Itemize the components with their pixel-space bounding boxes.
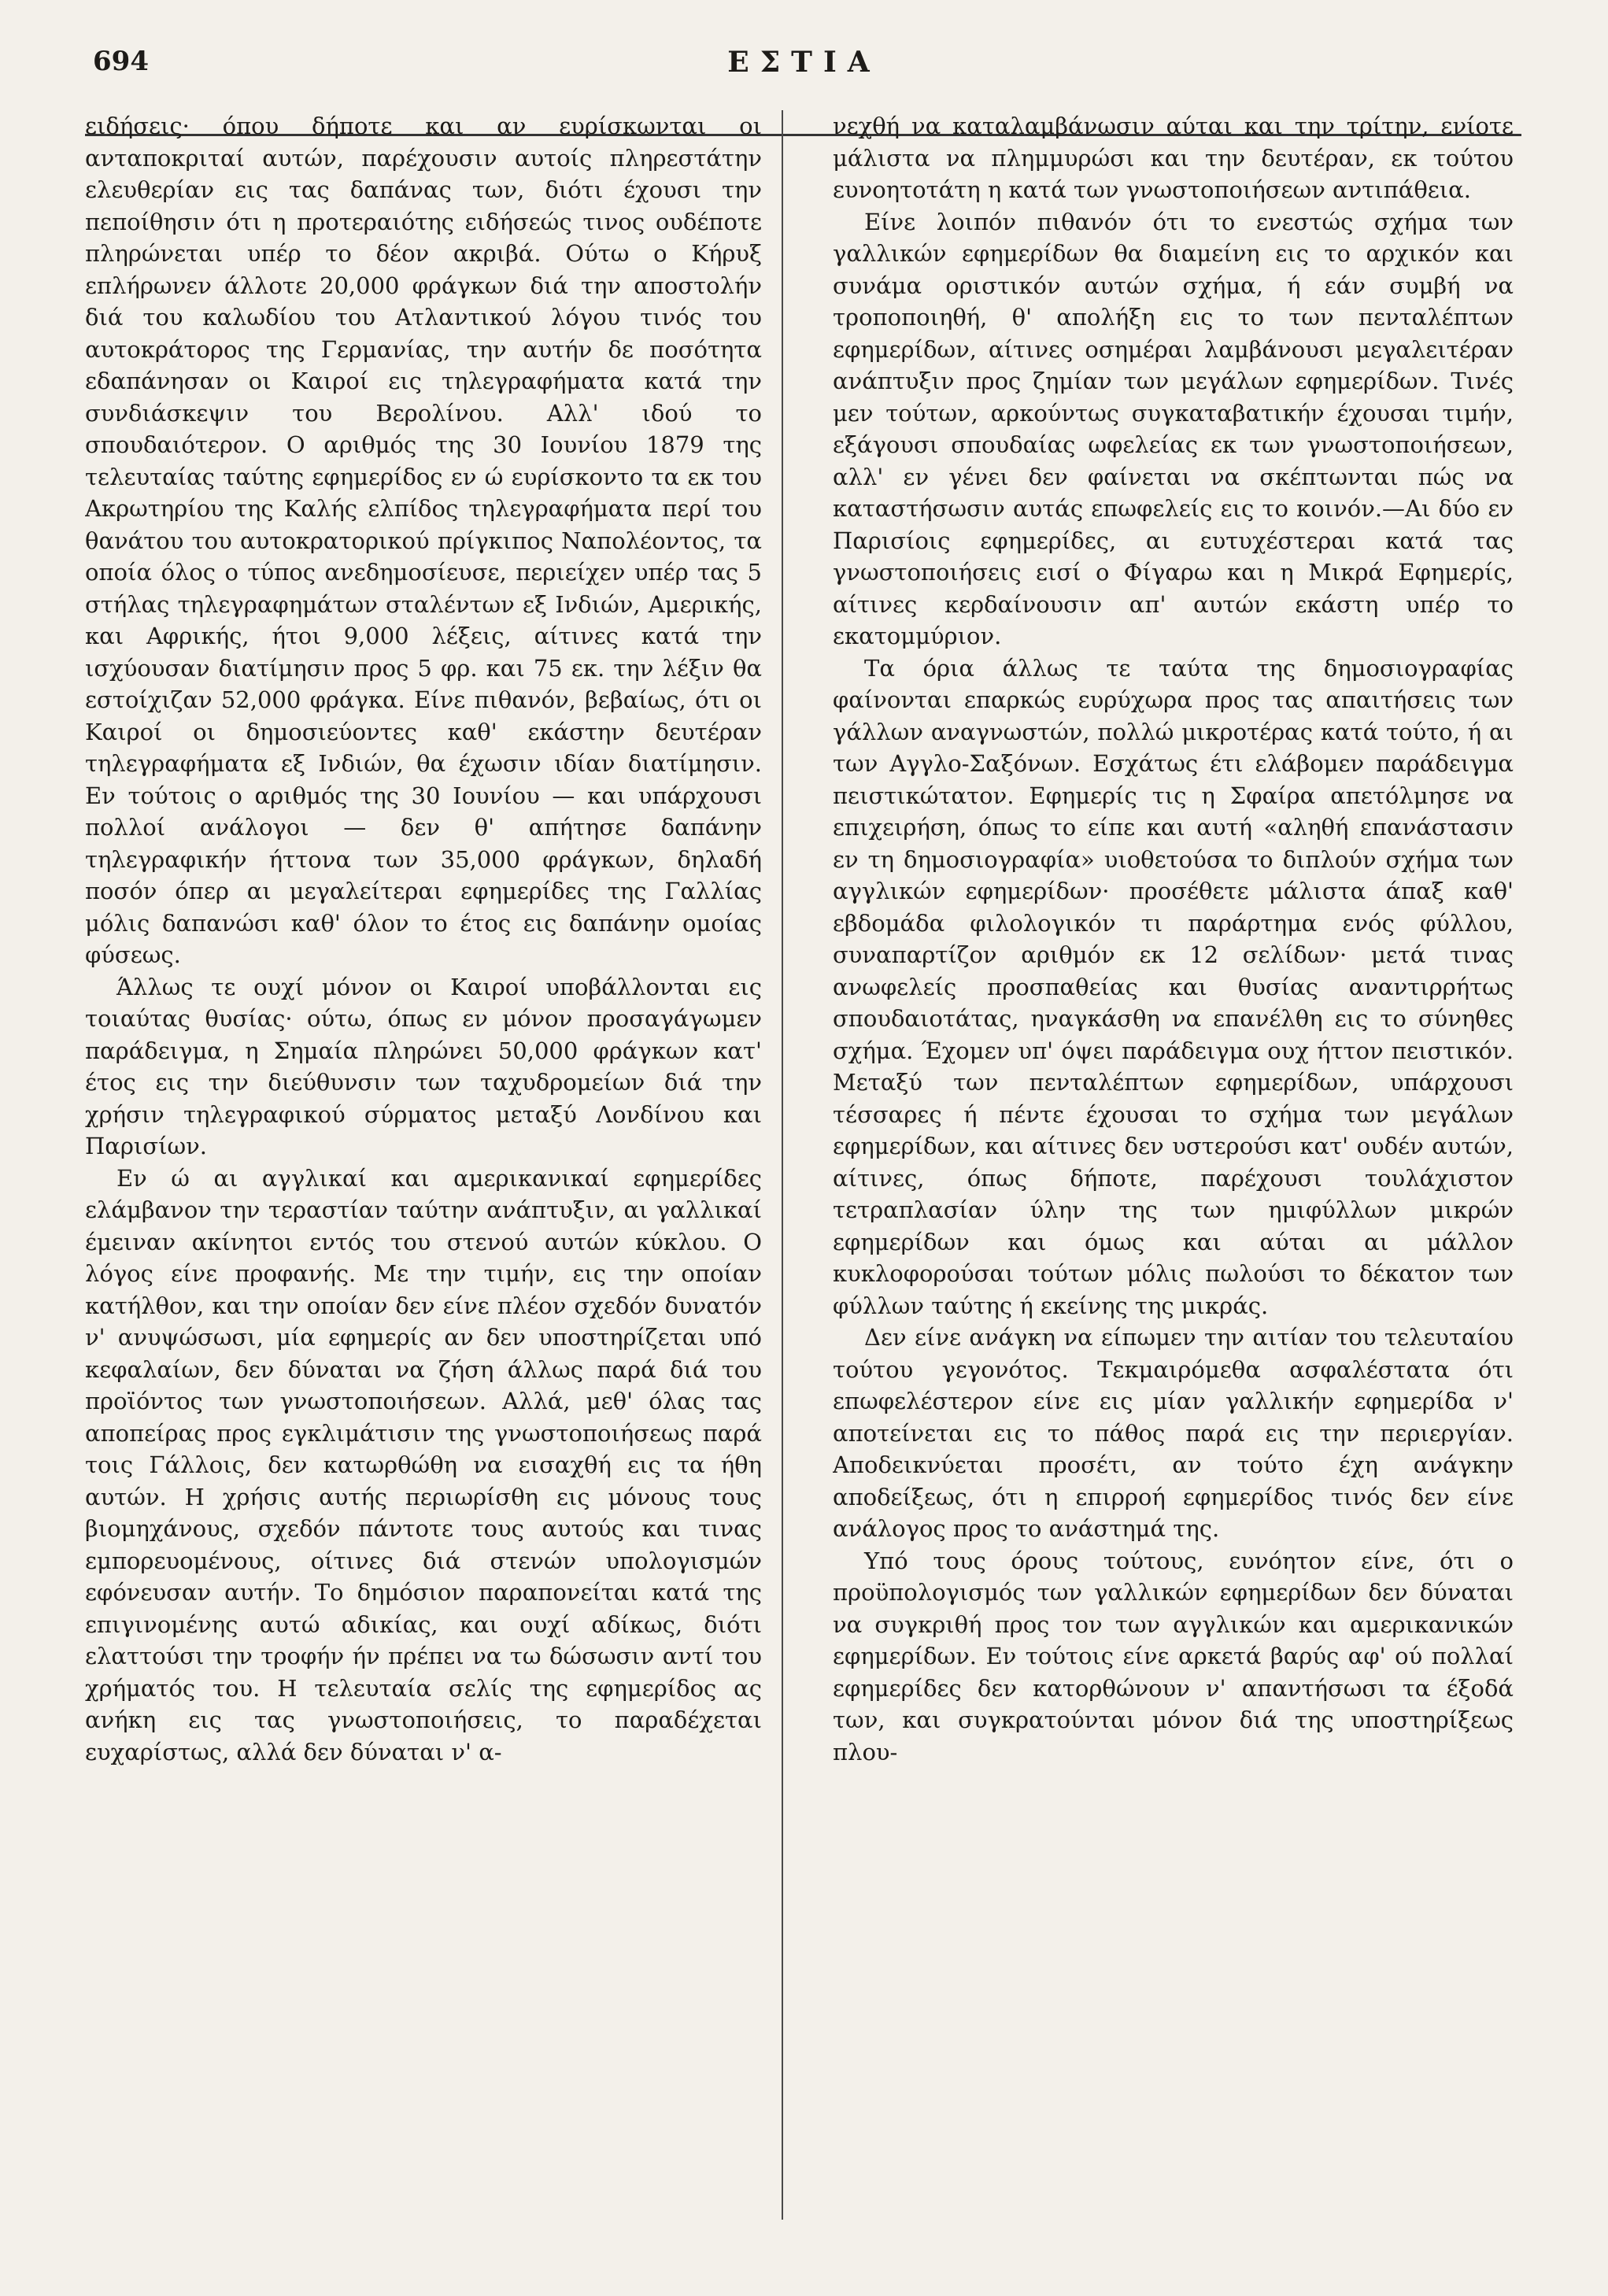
paragraph: Υπό τους όρους τούτους, ευνόητον είνε, ότι ο προϋπολογισμός των γαλλικών εφημερίδων δεν δύναται να συγκριθή προς τον των αγγλικών και αμερικανικών εφημερίδων. Εν τούτοις είνε αρκετά βαρύς αφ' ού πολλαί εφημερίδες δεν κατορθώνουν ν' απαντήσωσι τα έξοδά των, και συγκρατούνται μόνον διά της υποστηρίξεως πλου- [833,1547,1514,1765]
paragraph: Είνε λοιπόν πιθανόν ότι το ενεστώς σχήμα των γαλλικών εφημερίδων θα διαμείνη εις το αρχικόν και συνάμα οριστικόν αυτών σχήμα, ή εάν συμβή να τροποποιηθή, θ' απολήξη εις το των πενταλέπτων εφημερίδων, αίτινες οσημέραι λαμβάνουσι μεγαλειτέραν ανάπτυξιν προς ζημίαν των μεγάλων εφημερίδων. Τινές μεν τούτων, αρκούντως συγκαταβατικήν έχουσαι τιμήν, εξάγουσι σπουδαίας ωφελείας εκ των γνωστοποιήσεων, αλλ' εν γένει δεν φαίνεται να σκέπτωνται πώς να καταστήσωσιν αυτάς επωφελείς εις το κοινόν.—Αι δύο εν Παρισίοις εφημερίδες, αι ευτυχέστεραι κατά τας γνωστοποιήσεις εισί ο Φίγαρω και η Μικρά Εφημερίς, αίτινες κερδαίνουσιν απ' αυτών εκάστη υπέρ το εκατομμύριον. [833,208,1514,649]
page-number: 694 [93,46,149,77]
left-column [85,110,762,2228]
paragraph: νεχθή να καταλαμβάνωσιν αύται και την τρίτην, ενίοτε μάλιστα να πλημμυρώσι και την δευτέραν, εκ τούτου ευνοητοτάτη η κατά των γνωστοποιήσεων αντιπάθεια. [833,113,1514,203]
page-header [0,46,1608,101]
paragraph: Εν ώ αι αγγλικαί και αμερικανικαί εφημερίδες ελάμβανον την τεραστίαν ταύτην ανάπτυξιν, αι γαλλικαί έμειναν ακίνητοι εντός του στενού αυτών κύκλου. Ο λόγος είνε προφανής. Με την τιμήν, εις την οποίαν κατήλθον, και την οποίαν δεν είνε πλέον σχεδόν δυνατόν ν' ανυψώσωσι, μία εφημερίς αν δεν υποστηρίζεται υπό κεφαλαίων, δεν δύναται να ζήση άλλως παρά διά του προϊόντος των γνωστοποιήσεων. Αλλά, μεθ' όλας τας αποπείρας προς εγκλιμάτισιν της γνωστοποιήσεως παρά τοις Γάλλοις, δεν κατωρθώθη να εισαχθή εις τα ήθη αυτών. Η χρήσις αυτής περιωρίσθη εις μόνους τους βιομηχάνους, σχεδόν πάντοτε τους αυτούς και τινας εμπορευομένους, οίτινες διά στενών υπολογισμών εφόνευσαν αυτήν. Το δημόσιον παραπονείται κατά της επιγινομένης αυτώ αδικίας, και ουχί αδίκως, διότι ελαττούσι την τροφήν ήν πρέπει να τω δώσωσιν αντί του χρήματός του. Η τελευταία σελίς της εφημερίδος ας ανήκη εις τας γνωστοποιήσεις, το παραδέχεται ευχαρίστως, αλλά δεν δύναται ν' α- [85,1164,762,1765]
paragraph: Άλλως τε ουχί μόνον οι Καιροί υποβάλλονται εις τοιαύτας θυσίας· ούτω, όπως εν μόνον προσαγάγωμεν παράδειγμα, η Σημαία πληρώνει 50,000 φράγκων κατ' έτος εις την διεύθυνσιν των ταχυδρομείων διά την χρήσιν τηλεγραφικού σύρματος μεταξύ Λονδίνου και Παρισίων. [85,973,762,1159]
paragraph: Δεν είνε ανάγκη να είπωμεν την αιτίαν του τελευταίου τούτου γεγονότος. Τεκμαιρόμεθα ασφαλέστατα ότι επωφελέστερον είνε εις μίαν γαλλικήν εφημερίδα ν' αποτείνεται εις το πάθος παρά εις την περιεργίαν. Αποδεικνύεται προσέτι, αν τούτο έχη ανάγκην αποδείξεως, ότι η επιρροή εφημερίδος τινός δεν είνε ανάλογος προς το ανάστημά της. [833,1324,1514,1542]
right-column [833,110,1514,2228]
journal-title: ΕΣΤΙΑ [727,46,881,79]
paragraph: Τα όρια άλλως τε ταύτα της δημοσιογραφίας φαίνονται επαρκώς ευρύχωρα προς τας απαιτήσεις των γάλλων αναγνωστών, πολλώ μικροτέρας κατά τούτο, ή αι των Αγγλο-Σαξόνων. Εσχάτως έτι ελάβομεν παράδειγμα πειστικώτατον. Εφημερίς τις η Σφαίρα απετόλμησε να επιχειρήση, όπως το είπε και αυτή «αληθή επανάστασιν εν τη δημοσιογραφία» υιοθετούσα το διπλούν σχήμα των αγγλικών εφημερίδων· προσέθετε μάλιστα άπαξ καθ' εβδομάδα φιλολογικόν τι παράρτημα ενός φύλλου, συναπαρτίζον αριθμόν εκ 12 σελίδων· μετά τινας ανωφελείς προσπαθείας και θυσίας αναντιρρήτως σπουδαιοτάτας, ηναγκάσθη να επανέλθη εις το σύνηθες σχήμα. Έχομεν υπ' όψει παράδειγμα ουχ ήττον πειστικόν. Μεταξύ των πενταλέπτων εφημερίδων, υπάρχουσι τέσσαρες ή πέντε έχουσαι το σχήμα των μεγάλων εφημερίδων, και αίτινες δεν υστερούσι κατ' ουδέν αυτών, αίτινες, όπως δήποτε, παρέχουσι τουλάχιστον τετραπλασίαν ύλην της των ημιφύλλων μικρών εφημερίδων και όμως και αύται αι μάλλον κυκλοφορούσαι τούτων μόλις πωλούσι το δέκατον των φύλλων ταύτης ή εκείνης της μικράς. [833,654,1514,1319]
paragraph: ειδήσεις· όπου δήποτε και αν ευρίσκωνται οι ανταποκριταί αυτών, παρέχουσιν αυτοίς πληρεστάτην ελευθερίαν εις τας δαπάνας των, διότι έχουσι την πεποίθησιν ότι η προτεραιότης ειδήσεώς τινος ουδέποτε πληρώνεται υπέρ το δέον ακριβά. Ούτω ο Κήρυξ επλήρωνεν άλλοτε 20,000 φράγκων διά την αποστολήν διά του καλωδίου του Ατλαντικού λόγου τινός του αυτοκράτορος της Γερμανίας, την αυτήν δε ποσότητα εδαπάνησαν οι Καιροί εις τηλεγραφήματα κατά την συνδιάσκεψιν του Βερολίνου. Αλλ' ιδού το σπουδαιότερον. Ο αριθμός της 30 Ιουνίου 1879 της τελευταίας ταύτης εφημερίδος εν ώ ευρίσκοντο τα εκ του Ακρωτηρίου της Καλής ελπίδος τηλεγραφήματα περί του θανάτου του αυτοκρατορικού πρίγκιπος Ναπολέοντος, τα οποία όλος ο τύπος ανεδημοσίευσε, περιείχεν υπέρ τας 5 στήλας τηλεγραφημάτων σταλέντων εξ Ινδιών, Αμερικής, και Αφρικής, ήτοι 9,000 λέξεις, αίτινες κατά την ισχύουσαν διατίμησιν προς 5 φρ. και 75 εκ. την λέξιν θα εστοίχιζαν 52,000 φράγκα. Είνε πιθανόν, βεβαίως, ότι οι Καιροί οι δημοσιεύοντες καθ' εκάστην δευτέραν τηλεγραφήματα εξ Ινδιών, θα έχωσιν ιδίαν διατίμησιν. Εν τούτοις ο αριθμός της 30 Ιουνίου — και υπάρχουσι πολλοί ανάλογοι — δεν θ' απήτησε δαπάνην τηλεγραφικήν ήττονα των 35,000 φράγκων, δηλαδή ποσόν όπερ αι μεγαλείτεραι εφημερίδες της Γαλλίας μόλις δαπανώσι καθ' όλον το έτος εις δαπάνην ομοίας φύσεως. [85,113,762,968]
column-divider [782,110,783,2220]
